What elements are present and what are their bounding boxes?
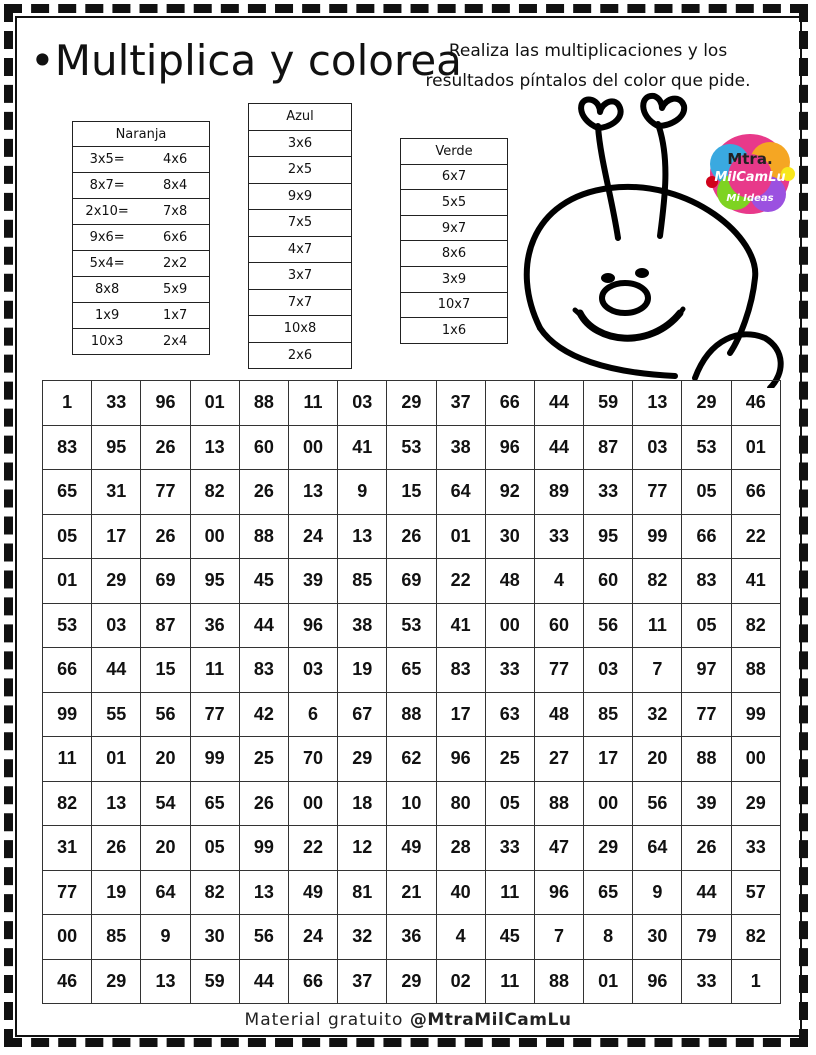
grid-cell[interactable]: 03 [338,381,387,426]
grid-cell[interactable]: 56 [141,692,190,737]
grid-cell[interactable]: 19 [338,648,387,693]
grid-cell[interactable]: 13 [92,781,141,826]
naranja-row [73,225,210,251]
grid-row [43,514,781,559]
grid-cell[interactable]: 00 [190,514,239,559]
azul-cell: 9x9 [249,183,352,210]
naranja-cell: 8x8 [73,277,142,303]
grid-row [43,470,781,515]
naranja-cell: 5x9 [141,277,209,303]
naranja-cell: 1x7 [141,303,209,329]
grid-cell[interactable]: 88 [534,781,583,826]
naranja-cell: 9x6= [73,225,142,251]
grid-cell[interactable]: 8 [584,915,633,960]
grid-cell[interactable]: 88 [682,737,731,782]
grid-cell[interactable]: 01 [731,425,780,470]
grid-cell[interactable]: 77 [190,692,239,737]
verde-cell: 1x6 [401,318,508,344]
grid-cell[interactable]: 30 [633,915,682,960]
footer-text: Material gratuito [244,1010,410,1030]
grid-cell[interactable]: 39 [288,559,337,604]
naranja-cell: 8x7= [73,173,142,199]
verde-cell: 5x5 [401,190,508,216]
grid-cell[interactable]: 41 [731,559,780,604]
grid-cell[interactable]: 6 [288,692,337,737]
grid-cell[interactable]: 32 [338,915,387,960]
grid-cell[interactable]: 44 [682,870,731,915]
grid-cell[interactable]: 53 [43,603,92,648]
grid-cell[interactable]: 63 [485,692,534,737]
grid-cell[interactable]: 65 [387,648,436,693]
grid-cell[interactable]: 7 [534,915,583,960]
grid-cell[interactable]: 9 [633,870,682,915]
grid-cell[interactable]: 36 [387,915,436,960]
azul-header: Azul [249,104,352,131]
logo-line-1: Mtra. [727,150,773,168]
grid-cell[interactable]: 28 [436,826,485,871]
grid-cell[interactable]: 13 [633,381,682,426]
grid-cell[interactable]: 83 [43,425,92,470]
grid-cell[interactable]: 92 [485,470,534,515]
grid-cell[interactable]: 99 [190,737,239,782]
grid-cell[interactable]: 01 [190,381,239,426]
grid-cell[interactable]: 62 [387,737,436,782]
grid-cell[interactable]: 13 [338,514,387,559]
grid-cell[interactable]: 77 [43,870,92,915]
grid-cell[interactable]: 29 [92,559,141,604]
grid-cell[interactable]: 11 [485,870,534,915]
instructions-line-1: Realiza las multiplicaciones y los [448,41,728,61]
grid-cell[interactable]: 64 [141,870,190,915]
grid-row [43,648,781,693]
grid-cell[interactable]: 66 [682,514,731,559]
azul-row [249,263,352,290]
grid-cell[interactable]: 96 [485,425,534,470]
verde-header: Verde [401,139,508,165]
grid-cell[interactable]: 64 [436,470,485,515]
grid-cell[interactable]: 85 [338,559,387,604]
grid-cell[interactable]: 55 [92,692,141,737]
grid-cell[interactable]: 80 [436,781,485,826]
grid-cell[interactable]: 44 [534,425,583,470]
grid-cell[interactable]: 24 [288,915,337,960]
grid-cell[interactable]: 13 [288,470,337,515]
azul-cell: 10x8 [249,316,352,343]
grid-cell[interactable]: 88 [387,692,436,737]
grid-cell[interactable]: 57 [731,870,780,915]
grid-cell[interactable]: 00 [731,737,780,782]
grid-cell[interactable]: 00 [288,425,337,470]
naranja-row [73,277,210,303]
grid-cell[interactable]: 96 [633,959,682,1004]
grid-cell[interactable]: 17 [436,692,485,737]
grid-cell[interactable]: 48 [485,559,534,604]
grid-cell[interactable]: 21 [387,870,436,915]
grid-cell[interactable]: 64 [633,826,682,871]
grid-cell[interactable]: 26 [141,425,190,470]
azul-row [249,130,352,157]
naranja-cell: 10x3 [73,329,142,355]
grid-cell[interactable]: 25 [239,737,288,782]
grid-cell[interactable]: 66 [731,470,780,515]
grid-cell[interactable]: 39 [682,781,731,826]
grid-cell[interactable]: 49 [387,826,436,871]
grid-cell[interactable]: 36 [190,603,239,648]
grid-cell[interactable]: 53 [387,603,436,648]
grid-cell[interactable]: 32 [633,692,682,737]
azul-row [249,157,352,184]
number-grid [42,380,781,1004]
footer-handle: @MtraMilCamLu [409,1010,572,1030]
grid-cell[interactable]: 77 [682,692,731,737]
verde-cell: 9x7 [401,215,508,241]
azul-cell: 3x7 [249,263,352,290]
grid-cell[interactable]: 46 [731,381,780,426]
grid-cell[interactable]: 65 [584,870,633,915]
verde-cell: 8x6 [401,241,508,267]
naranja-row [73,251,210,277]
naranja-cell: 2x4 [141,329,209,355]
grid-cell[interactable]: 82 [190,870,239,915]
naranja-cell: 2x10= [73,199,142,225]
naranja-cell: 2x2 [141,251,209,277]
grid-cell[interactable]: 01 [92,737,141,782]
grid-cell[interactable]: 60 [239,425,288,470]
grid-cell[interactable]: 17 [92,514,141,559]
grid-cell[interactable]: 96 [436,737,485,782]
naranja-header: Naranja [73,122,210,147]
grid-cell[interactable]: 22 [436,559,485,604]
grid-cell[interactable]: 44 [239,959,288,1004]
grid-cell[interactable]: 26 [141,514,190,559]
grid-cell[interactable]: 26 [387,514,436,559]
grid-cell[interactable]: 15 [141,648,190,693]
grid-row [43,737,781,782]
grid-cell[interactable]: 47 [534,826,583,871]
grid-cell[interactable]: 31 [43,826,92,871]
verde-row [401,215,508,241]
grid-cell[interactable]: 20 [633,737,682,782]
grid-cell[interactable]: 99 [239,826,288,871]
grid-cell[interactable]: 29 [92,959,141,1004]
grid-cell[interactable]: 12 [338,826,387,871]
verde-row [401,164,508,190]
grid-cell[interactable]: 11 [288,381,337,426]
grid-cell[interactable]: 95 [190,559,239,604]
azul-row [249,342,352,369]
grid-row [43,692,781,737]
grid-cell[interactable]: 25 [485,737,534,782]
logo-line-3: Mi Ideas [726,193,774,204]
grid-cell[interactable]: 33 [731,826,780,871]
grid-cell[interactable]: 38 [338,603,387,648]
grid-cell[interactable]: 95 [92,425,141,470]
azul-cell: 2x6 [249,342,352,369]
grid-cell[interactable]: 05 [485,781,534,826]
grid-cell[interactable]: 40 [436,870,485,915]
naranja-row [73,303,210,329]
azul-cell: 4x7 [249,236,352,263]
azul-cell: 7x7 [249,289,352,316]
grid-cell[interactable]: 20 [141,737,190,782]
verde-row [401,266,508,292]
grid-cell[interactable]: 24 [288,514,337,559]
grid-cell[interactable]: 11 [633,603,682,648]
grid-cell[interactable]: 53 [387,425,436,470]
grid-cell[interactable]: 22 [288,826,337,871]
grid-cell[interactable]: 83 [436,648,485,693]
grid-cell[interactable]: 95 [584,514,633,559]
naranja-row [73,173,210,199]
verde-table [400,138,508,344]
grid-cell[interactable]: 96 [288,603,337,648]
grid-cell[interactable]: 03 [92,603,141,648]
grid-row [43,603,781,648]
grid-row [43,425,781,470]
azul-cell: 2x5 [249,157,352,184]
grid-cell[interactable]: 66 [485,381,534,426]
verde-cell: 6x7 [401,164,508,190]
grid-cell[interactable]: 01 [43,559,92,604]
grid-cell[interactable]: 03 [288,648,337,693]
grid-cell[interactable]: 96 [534,870,583,915]
grid-cell[interactable]: 00 [485,603,534,648]
grid-cell[interactable]: 11 [43,737,92,782]
grid-cell[interactable]: 88 [534,959,583,1004]
grid-cell[interactable]: 9 [338,470,387,515]
page-title: •Multiplica y colorea [30,36,462,85]
naranja-row [73,147,210,173]
grid-cell[interactable]: 77 [633,470,682,515]
grid-cell[interactable]: 56 [633,781,682,826]
grid-cell[interactable]: 1 [731,959,780,1004]
grid-cell[interactable]: 69 [141,559,190,604]
grid-cell[interactable]: 49 [288,870,337,915]
grid-cell[interactable]: 33 [92,381,141,426]
grid-cell[interactable]: 67 [338,692,387,737]
grid-cell[interactable]: 11 [190,648,239,693]
verde-cell: 10x7 [401,292,508,318]
naranja-cell: 5x4= [73,251,142,277]
grid-cell[interactable]: 33 [534,514,583,559]
grid-cell[interactable]: 29 [338,737,387,782]
grid-cell[interactable]: 59 [584,381,633,426]
grid-cell[interactable]: 87 [141,603,190,648]
grid-cell[interactable]: 82 [190,470,239,515]
grid-cell[interactable]: 88 [239,514,288,559]
grid-cell[interactable]: 45 [239,559,288,604]
grid-cell[interactable]: 18 [338,781,387,826]
naranja-row [73,329,210,355]
grid-cell[interactable]: 00 [584,781,633,826]
grid-cell[interactable]: 88 [239,381,288,426]
grid-cell[interactable]: 60 [534,603,583,648]
grid-cell[interactable]: 4 [534,559,583,604]
grid-cell[interactable]: 53 [682,425,731,470]
grid-cell[interactable]: 29 [682,381,731,426]
grid-cell[interactable]: 13 [239,870,288,915]
grid-cell[interactable]: 29 [387,959,436,1004]
azul-row [249,289,352,316]
verde-cell: 3x9 [401,266,508,292]
grid-cell[interactable]: 17 [584,737,633,782]
grid-cell[interactable]: 69 [387,559,436,604]
grid-cell[interactable]: 46 [43,959,92,1004]
grid-cell[interactable]: 05 [43,514,92,559]
grid-row [43,870,781,915]
logo-line-2: MilCamLu [714,170,786,185]
grid-cell[interactable]: 65 [43,470,92,515]
azul-row [249,210,352,237]
azul-table [248,103,352,369]
grid-cell[interactable]: 88 [731,648,780,693]
grid-cell[interactable]: 82 [633,559,682,604]
grid-cell[interactable]: 03 [633,425,682,470]
grid-cell[interactable]: 31 [92,470,141,515]
grid-cell[interactable]: 70 [288,737,337,782]
grid-cell[interactable]: 66 [43,648,92,693]
naranja-row [73,199,210,225]
grid-row [43,781,781,826]
grid-cell[interactable]: 82 [43,781,92,826]
grid-cell[interactable]: 26 [239,470,288,515]
naranja-cell: 6x6 [141,225,209,251]
grid-cell[interactable]: 33 [682,959,731,1004]
grid-cell[interactable]: 82 [731,915,780,960]
grid-cell[interactable]: 30 [190,915,239,960]
grid-cell[interactable]: 26 [239,781,288,826]
grid-cell[interactable]: 13 [141,959,190,1004]
grid-cell[interactable]: 05 [682,470,731,515]
grid-cell[interactable]: 01 [584,959,633,1004]
grid-cell[interactable]: 59 [190,959,239,1004]
grid-cell[interactable]: 81 [338,870,387,915]
grid-cell[interactable]: 85 [584,692,633,737]
grid-cell[interactable]: 02 [436,959,485,1004]
grid-cell[interactable]: 82 [731,603,780,648]
grid-cell[interactable]: 83 [239,648,288,693]
grid-cell[interactable]: 99 [43,692,92,737]
azul-cell: 3x6 [249,130,352,157]
grid-cell[interactable]: 44 [534,381,583,426]
azul-cell: 7x5 [249,210,352,237]
grid-cell[interactable]: 29 [387,381,436,426]
naranja-cell: 3x5= [73,147,142,173]
grid-cell[interactable]: 33 [584,470,633,515]
grid-cell[interactable]: 20 [141,826,190,871]
grid-cell[interactable]: 9 [141,915,190,960]
grid-cell[interactable]: 01 [436,514,485,559]
verde-row [401,241,508,267]
instructions [412,36,764,96]
naranja-cell: 7x8 [141,199,209,225]
naranja-cell: 1x9 [73,303,142,329]
azul-row [249,236,352,263]
grid-cell[interactable]: 7 [633,648,682,693]
grid-cell[interactable]: 33 [485,826,534,871]
grid-cell[interactable]: 30 [485,514,534,559]
azul-row [249,316,352,343]
grid-cell[interactable]: 65 [190,781,239,826]
grid-row [43,915,781,960]
grid-cell[interactable]: 99 [633,514,682,559]
mtra-milcamlu-logo [700,124,800,224]
grid-cell[interactable]: 10 [387,781,436,826]
grid-cell[interactable]: 05 [682,603,731,648]
verde-row [401,318,508,344]
grid-cell[interactable]: 42 [239,692,288,737]
grid-cell[interactable]: 44 [92,648,141,693]
grid-cell[interactable]: 89 [534,470,583,515]
instructions-line-2: resultados píntalos del color que pide. [425,71,751,91]
grid-cell[interactable]: 22 [731,514,780,559]
grid-cell[interactable]: 4 [436,915,485,960]
grid-cell[interactable]: 26 [682,826,731,871]
grid-cell[interactable]: 05 [190,826,239,871]
grid-cell[interactable]: 00 [288,781,337,826]
naranja-cell: 8x4 [141,173,209,199]
grid-cell[interactable]: 97 [682,648,731,693]
grid-cell[interactable]: 33 [485,648,534,693]
grid-cell[interactable]: 41 [338,425,387,470]
grid-cell[interactable]: 26 [92,826,141,871]
grid-row [43,559,781,604]
grid-cell[interactable]: 77 [534,648,583,693]
grid-row [43,826,781,871]
grid-cell[interactable]: 00 [43,915,92,960]
grid-cell[interactable]: 27 [534,737,583,782]
grid-cell[interactable]: 96 [141,381,190,426]
grid-cell[interactable]: 87 [584,425,633,470]
grid-cell[interactable]: 15 [387,470,436,515]
azul-row [249,183,352,210]
grid-cell[interactable]: 03 [584,648,633,693]
grid-cell[interactable]: 13 [190,425,239,470]
grid-cell[interactable]: 66 [288,959,337,1004]
grid-cell[interactable]: 37 [436,381,485,426]
naranja-table [72,121,210,355]
grid-row [43,381,781,426]
grid-cell[interactable]: 60 [584,559,633,604]
grid-cell[interactable]: 99 [731,692,780,737]
grid-cell[interactable]: 19 [92,870,141,915]
grid-cell[interactable]: 29 [731,781,780,826]
grid-cell[interactable]: 56 [584,603,633,648]
grid-cell[interactable]: 29 [584,826,633,871]
grid-cell[interactable]: 54 [141,781,190,826]
grid-cell[interactable]: 37 [338,959,387,1004]
grid-row [43,959,781,1004]
footer-credit [0,1010,816,1030]
grid-cell[interactable]: 1 [43,381,92,426]
verde-row [401,190,508,216]
grid-cell[interactable]: 77 [141,470,190,515]
grid-cell[interactable]: 44 [239,603,288,648]
grid-cell[interactable]: 56 [239,915,288,960]
naranja-cell: 4x6 [141,147,209,173]
verde-row [401,292,508,318]
grid-cell[interactable]: 85 [92,915,141,960]
grid-cell[interactable]: 48 [534,692,583,737]
grid-cell[interactable]: 38 [436,425,485,470]
grid-cell[interactable]: 41 [436,603,485,648]
grid-cell[interactable]: 83 [682,559,731,604]
grid-cell[interactable]: 79 [682,915,731,960]
grid-cell[interactable]: 11 [485,959,534,1004]
grid-cell[interactable]: 45 [485,915,534,960]
